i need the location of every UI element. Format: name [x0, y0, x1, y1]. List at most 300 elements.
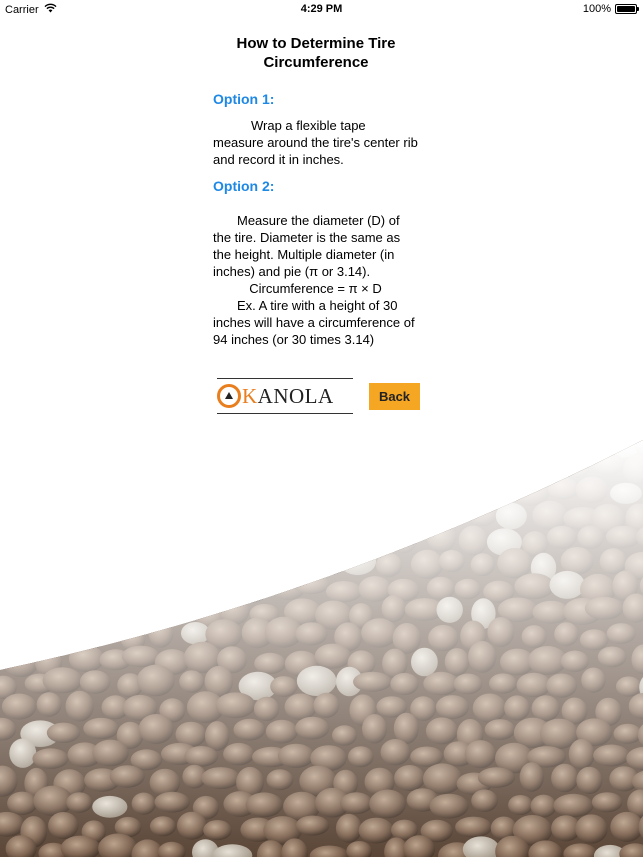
granule [69, 645, 104, 672]
granule [491, 479, 519, 502]
granule [380, 453, 412, 481]
granule [553, 794, 593, 817]
granule [427, 577, 455, 600]
granule [250, 453, 277, 477]
granule [68, 742, 102, 767]
granule [178, 524, 206, 550]
granule [468, 641, 496, 673]
granule [359, 576, 392, 602]
granule [532, 501, 567, 530]
granule [471, 553, 495, 576]
granule [48, 812, 78, 839]
granule [184, 746, 218, 767]
granule [393, 623, 421, 654]
granule [161, 743, 198, 765]
granule [283, 792, 320, 822]
granule [629, 693, 643, 719]
granule [99, 503, 124, 531]
granule [20, 573, 49, 603]
granule [144, 476, 172, 505]
granule [52, 573, 78, 597]
granule [382, 649, 407, 679]
granule [561, 651, 589, 672]
granule [344, 459, 379, 485]
granule [30, 599, 64, 625]
granule [223, 791, 256, 817]
granule [126, 551, 159, 580]
granule [205, 721, 229, 751]
granule [97, 451, 126, 480]
granule [187, 691, 224, 723]
granule [594, 453, 624, 475]
granule [293, 574, 330, 594]
granule [20, 816, 47, 848]
granule [158, 842, 186, 857]
granule [366, 440, 397, 456]
granule [82, 576, 118, 604]
granule [381, 739, 411, 765]
granule [345, 505, 373, 532]
granule [0, 718, 16, 741]
granule [184, 642, 221, 673]
granule [229, 547, 254, 576]
granule [616, 676, 641, 696]
granule [563, 598, 602, 625]
granule [33, 786, 72, 816]
granule [71, 602, 96, 630]
granule [82, 523, 106, 552]
granule [439, 550, 465, 572]
granule [460, 621, 486, 652]
granule [365, 480, 391, 505]
granule [2, 694, 37, 720]
granule [310, 846, 349, 857]
granule [390, 673, 418, 695]
granule [304, 480, 332, 507]
carrier-label: Carrier [5, 3, 39, 16]
granule [500, 649, 534, 676]
granule [310, 745, 347, 771]
granule [237, 572, 269, 603]
granule [478, 767, 515, 788]
granule [546, 674, 577, 698]
granule [593, 745, 629, 767]
granule [205, 440, 234, 455]
granule [0, 500, 31, 528]
granule [319, 503, 349, 532]
granule [595, 698, 621, 726]
granule [192, 839, 219, 857]
granule [600, 548, 627, 574]
granule [98, 834, 137, 857]
granule [179, 440, 206, 458]
option-2-example: Ex. A tire with a height of 30 inches will have a circumference of 94 inches (or 30 times 3.14) [213, 298, 415, 347]
granule [607, 623, 636, 644]
granule [106, 440, 145, 456]
granule [580, 440, 618, 457]
granule [312, 554, 347, 575]
granule [332, 725, 357, 745]
granule [38, 843, 68, 857]
granule [396, 440, 427, 455]
granule [0, 622, 28, 653]
granule [598, 647, 627, 668]
logo-k-letter: K [242, 383, 258, 408]
granule [610, 483, 642, 504]
granule [623, 455, 643, 486]
granule [166, 601, 191, 622]
granule [114, 576, 151, 601]
granule [527, 746, 566, 767]
granule [27, 530, 55, 553]
granule [296, 527, 335, 558]
granule [82, 820, 106, 843]
granule [124, 454, 158, 475]
granule [590, 504, 625, 534]
granule [498, 598, 538, 622]
granule [636, 525, 643, 549]
granule [9, 739, 36, 768]
granule [513, 440, 549, 457]
granule [169, 477, 207, 508]
granule [627, 789, 643, 818]
granule [551, 764, 578, 793]
granule [0, 766, 18, 797]
granule [242, 617, 274, 648]
granule [540, 719, 579, 749]
granule [68, 452, 96, 478]
granule [394, 765, 425, 791]
granule [455, 817, 492, 838]
granule [285, 694, 317, 721]
granule [281, 838, 308, 857]
granule [224, 456, 254, 477]
granule [28, 453, 65, 483]
granule [428, 625, 458, 651]
granule [252, 747, 291, 767]
granule [217, 646, 247, 673]
granule [539, 455, 565, 483]
granule [423, 763, 462, 794]
okanola-logo [217, 378, 353, 414]
granule [365, 768, 395, 796]
granule [295, 717, 329, 740]
logo-rest-letters: ANOLA [257, 383, 334, 408]
granule [563, 507, 602, 530]
granule [348, 746, 374, 767]
granule [195, 600, 225, 629]
granule [594, 845, 626, 857]
granule [437, 597, 463, 623]
granule [541, 440, 574, 456]
granule [328, 527, 357, 557]
granule [602, 440, 640, 458]
granule [198, 546, 224, 574]
granule [66, 792, 92, 813]
granule [280, 502, 317, 528]
granule [102, 695, 130, 719]
granule [379, 506, 405, 532]
granule [427, 524, 457, 552]
granule [327, 440, 358, 455]
granule [455, 479, 493, 504]
granule [411, 550, 443, 579]
status-time: 4:29 PM [300, 3, 343, 15]
granule [423, 672, 459, 696]
granule [639, 672, 643, 703]
granule [80, 670, 111, 694]
granule [32, 748, 68, 769]
granule [219, 595, 250, 626]
granule [20, 720, 60, 747]
granule [511, 476, 551, 506]
granule [491, 817, 517, 841]
granule [181, 622, 210, 644]
granule [577, 526, 604, 549]
granule [179, 670, 204, 692]
granule [635, 440, 643, 460]
option-1-heading: Option 1: [213, 91, 275, 107]
granule [315, 788, 350, 818]
granule [403, 507, 438, 529]
granule [278, 744, 314, 768]
granule [532, 695, 560, 721]
granule [336, 814, 362, 843]
granule [554, 622, 578, 646]
granule [445, 648, 470, 676]
granule [193, 796, 219, 820]
granule [274, 440, 302, 457]
granule [580, 574, 616, 605]
granule [426, 717, 458, 744]
granule [473, 694, 506, 723]
granule [240, 818, 275, 842]
granule [236, 767, 264, 798]
granule [434, 451, 474, 478]
granule [265, 617, 303, 648]
granule [25, 674, 55, 694]
granule [436, 695, 469, 719]
granule [205, 666, 233, 697]
granule [531, 795, 557, 818]
granule [336, 667, 363, 696]
granule [211, 484, 242, 505]
granule [514, 573, 554, 599]
granule [430, 794, 469, 819]
granule [334, 622, 362, 651]
granule [132, 839, 164, 857]
granule [632, 644, 643, 674]
granule [0, 812, 24, 837]
back-button[interactable]: Back [369, 383, 420, 410]
granule [97, 597, 131, 619]
granule [131, 749, 163, 770]
granule [389, 524, 418, 554]
granule [270, 676, 297, 697]
granule [150, 769, 181, 797]
granule [110, 765, 145, 787]
granule [213, 844, 253, 857]
granule [514, 718, 552, 748]
granule [487, 440, 516, 452]
granule [315, 644, 351, 669]
granule [467, 498, 498, 527]
granule [317, 452, 343, 483]
granule [0, 482, 22, 504]
granule [250, 604, 280, 624]
granule [561, 547, 594, 575]
granule [489, 673, 517, 693]
granule [326, 581, 362, 602]
option-2-heading: Option 2: [213, 178, 275, 194]
granule [238, 524, 276, 552]
granule [550, 571, 585, 599]
granule [285, 454, 315, 480]
granule [410, 696, 436, 721]
granule [0, 525, 20, 548]
granule [223, 743, 254, 765]
granule [270, 569, 307, 601]
granule [24, 768, 48, 799]
granule [391, 820, 418, 841]
granule [266, 720, 298, 744]
granule [454, 674, 483, 695]
granule [471, 789, 498, 812]
granule [465, 740, 496, 768]
granule [520, 762, 544, 792]
granule [66, 691, 94, 722]
granule [638, 721, 643, 749]
granule [17, 479, 49, 503]
granule [315, 601, 352, 630]
granule [421, 820, 453, 842]
granule [388, 579, 420, 602]
granule [239, 440, 264, 458]
granule [432, 505, 468, 526]
granule [227, 502, 257, 523]
granule [359, 818, 394, 844]
granule [37, 692, 62, 716]
granule [3, 647, 38, 677]
granule [632, 770, 643, 794]
granule [205, 619, 242, 649]
granule [625, 504, 643, 534]
granule [96, 547, 133, 576]
granule [267, 769, 294, 790]
granule [47, 723, 80, 743]
granule [191, 454, 220, 485]
granule [0, 577, 20, 606]
granule [122, 646, 160, 668]
granule [80, 479, 108, 504]
granule [47, 481, 78, 508]
granule [528, 840, 562, 857]
granule [576, 767, 602, 794]
granule [444, 741, 475, 766]
granule [487, 617, 514, 647]
granule [333, 770, 358, 797]
granule [265, 524, 294, 550]
granule [463, 836, 500, 857]
granule [47, 529, 81, 554]
granule [117, 722, 144, 749]
granule [528, 646, 567, 675]
granule [43, 498, 67, 528]
granule [263, 816, 302, 845]
granule [562, 698, 588, 725]
granule [137, 665, 175, 697]
battery-icon [615, 4, 637, 14]
granule [156, 458, 187, 478]
option-2-text: Measure the diameter (D) of the tire. Diameter is the same as the height. Multiple diameter (in inches) and pie (π or 3.14). [213, 213, 401, 279]
granule [43, 667, 83, 693]
granule [483, 581, 514, 603]
granule [53, 769, 85, 798]
granule [487, 528, 522, 555]
granule [606, 526, 641, 548]
granule [575, 814, 607, 843]
granule [38, 550, 64, 581]
granule [84, 768, 120, 792]
granule [626, 747, 643, 770]
granule [61, 836, 101, 857]
granule [6, 835, 37, 857]
granule [497, 548, 532, 578]
granule [67, 553, 92, 574]
granule [361, 618, 397, 647]
granule [182, 765, 206, 789]
granule [384, 837, 408, 857]
granule [285, 651, 319, 677]
granule [239, 672, 278, 700]
granule [623, 594, 643, 623]
granule [592, 792, 623, 812]
granule [495, 836, 529, 857]
granule [0, 676, 17, 699]
granule [581, 668, 605, 693]
granule [522, 531, 548, 557]
granule [284, 598, 321, 625]
granule [548, 478, 579, 500]
granule [92, 796, 127, 818]
granule [410, 747, 443, 767]
granule [69, 503, 102, 534]
granule [143, 577, 172, 605]
granule [25, 627, 52, 649]
granule [177, 812, 207, 840]
status-right [583, 3, 637, 15]
granule [82, 622, 106, 649]
granule [405, 598, 444, 621]
granule [257, 556, 283, 579]
granule [92, 740, 128, 767]
granule [376, 696, 407, 717]
granule [201, 767, 240, 789]
granule [118, 525, 142, 547]
instructions-content [213, 34, 418, 348]
granule [331, 484, 365, 508]
granule [340, 792, 373, 814]
granule [551, 815, 580, 841]
granule [146, 440, 173, 460]
granule [625, 552, 643, 580]
granule [507, 458, 532, 482]
granule [376, 553, 402, 577]
granule [561, 458, 590, 478]
brand-row [217, 378, 420, 414]
granule [495, 743, 533, 774]
granule [504, 695, 530, 720]
